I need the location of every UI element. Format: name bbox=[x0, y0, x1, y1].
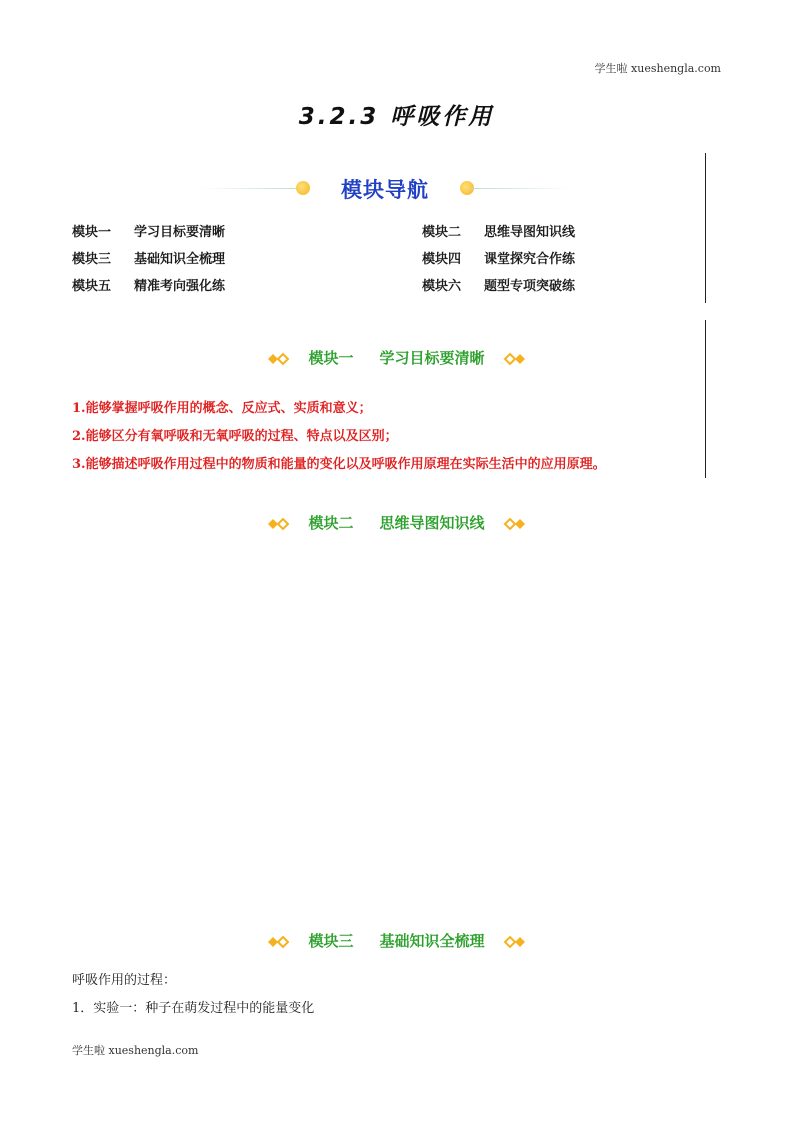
diamond-arrow-left-icon bbox=[266, 935, 290, 949]
section-heading-1 bbox=[0, 347, 793, 368]
toc-item-label: 思维导图知识线 bbox=[484, 225, 576, 240]
goal-item-2: 2.能够区分有氧呼吸和无氧呼吸的过程、特点以及区别； bbox=[72, 429, 398, 444]
header-site-text: 学生啦 xueshengla.com bbox=[594, 62, 721, 75]
nav-title: 模块导航 bbox=[341, 178, 429, 202]
toc-item-label: 基础知识全梳理 bbox=[134, 252, 226, 267]
toc-item-label: 题型专项突破练 bbox=[484, 279, 576, 294]
diamond-arrow-left-icon bbox=[266, 517, 290, 531]
toc-item-label: 精准考向强化练 bbox=[134, 279, 226, 294]
diamond-arrow-right-icon bbox=[503, 935, 527, 949]
toc-item-2[interactable] bbox=[422, 221, 575, 240]
toc-item-1[interactable] bbox=[72, 221, 225, 240]
goal-item-3: 3.能够描述呼吸作用过程中的物质和能量的变化以及呼吸作用原理在实际生活中的应用原理。 bbox=[72, 457, 606, 472]
right-margin-rule-1 bbox=[705, 153, 706, 303]
body-paragraph-1: 呼吸作用的过程： bbox=[72, 973, 177, 988]
goal-item-1: 1.能够掌握呼吸作用的概念、反应式、实质和意义； bbox=[72, 401, 372, 416]
diamond-arrow-right-icon bbox=[503, 517, 527, 531]
section-num: 模块一 bbox=[308, 349, 354, 367]
toc-item-num: 模块六 bbox=[422, 279, 462, 294]
section-num: 模块三 bbox=[308, 932, 354, 950]
toc-item-num: 模块三 bbox=[72, 252, 112, 267]
toc-item-3[interactable] bbox=[72, 248, 225, 267]
nav-banner-line-right bbox=[470, 188, 570, 189]
toc-item-num: 模块四 bbox=[422, 252, 462, 267]
nav-banner bbox=[200, 175, 570, 203]
diamond-arrow-right-icon bbox=[503, 352, 527, 366]
toc-item-num: 模块五 bbox=[72, 279, 112, 294]
toc-item-label: 学习目标要清晰 bbox=[134, 225, 226, 240]
footer-site-text: 学生啦 xueshengla.com bbox=[72, 1044, 199, 1057]
toc-item-label: 课堂探究合作练 bbox=[484, 252, 576, 267]
section-num: 模块二 bbox=[308, 514, 354, 532]
toc-item-4[interactable] bbox=[422, 248, 575, 267]
toc-item-5[interactable] bbox=[72, 275, 225, 294]
section-heading-2 bbox=[0, 512, 793, 533]
section-label: 基础知识全梳理 bbox=[379, 932, 485, 950]
section-heading-3 bbox=[0, 930, 793, 951]
section-label: 思维导图知识线 bbox=[379, 514, 485, 532]
toc-item-6[interactable] bbox=[422, 275, 575, 294]
document-title: 3.2.3 呼吸作用 bbox=[298, 104, 495, 130]
diamond-arrow-left-icon bbox=[266, 352, 290, 366]
section-label: 学习目标要清晰 bbox=[379, 349, 485, 367]
right-margin-rule-2 bbox=[705, 320, 706, 478]
body-paragraph-2: 1．实验一：种子在萌发过程中的能量变化 bbox=[72, 1001, 315, 1016]
toc-item-num: 模块一 bbox=[72, 225, 112, 240]
toc-item-num: 模块二 bbox=[422, 225, 462, 240]
